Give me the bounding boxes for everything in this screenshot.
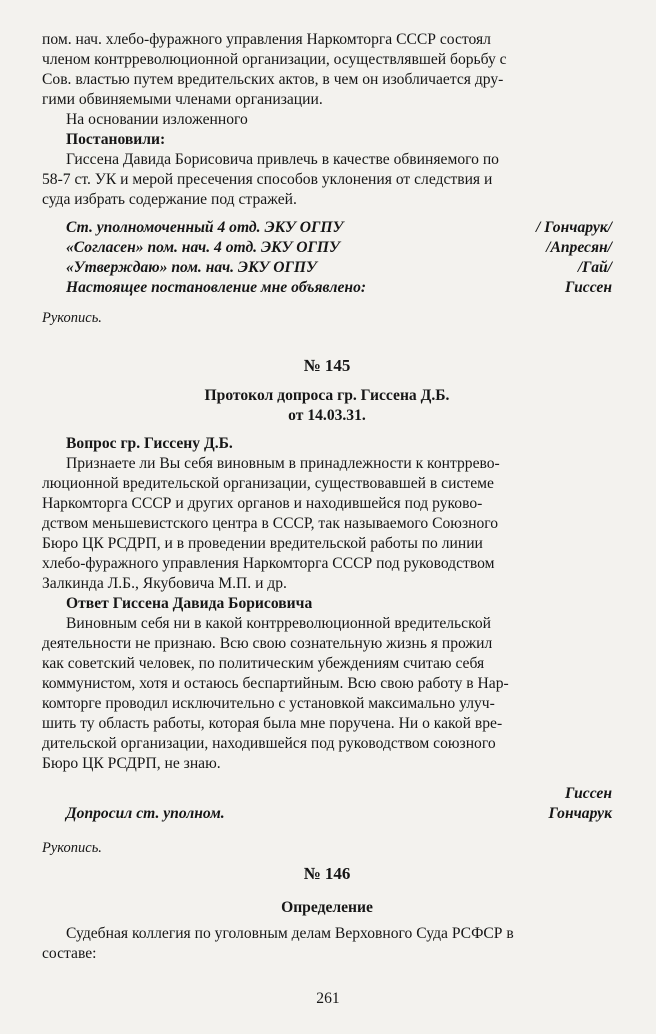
interrogator-row [42,804,612,824]
text-line: люционной вредительской организации, существовавшей в системе [42,475,494,492]
text-line: гими обвиняемыми членами организации. [42,91,323,108]
signature-name: /Гай/ [577,259,612,276]
signature-row [42,258,612,278]
signature-title: Ст. уполномоченный 4 отд. ЭКУ ОГПУ [66,219,344,236]
signature-row [42,238,612,258]
text-line: дством меньшевистского центра в СССР, так называемого Союзного [42,515,499,532]
signature-name: Гиссен [564,279,612,296]
signature-name: Гиссен [564,785,612,802]
handwritten-note: Рукопись. [42,310,102,326]
page-number: 261 [316,990,340,1007]
resolved-heading: Постановили: [66,131,166,148]
text-line: составе: [42,945,97,962]
text-line: суда избрать содержание под стражей. [42,191,297,208]
signature-name: / Гончарук/ [535,219,612,236]
signature-row [42,218,612,238]
text-line: Признаете ли Вы себя виновным в принадлежности к контррево- [66,455,500,472]
text-line: Бюро ЦК РСДРП, и в проведении вредительской работы по линии [42,535,483,552]
text-line: как советский человек, по политическим убеждениям считаю себя [42,655,485,672]
signature-block [42,218,612,298]
text-line: пом. нач. хлебо-фуражного управления Наркомторга СССР состоял [42,31,491,48]
text-line: деятельности не признаю. Всю свою сознательную жизнь я прожил [42,635,493,652]
text-line: шить ту область работы, которая была мне поручена. Ни о какой вре- [42,715,503,732]
signature-name: /Апресян/ [546,239,612,256]
text-line: членом контрреволюционной организации, осуществлявшей борьбу с [42,51,507,68]
text-line: Бюро ЦК РСДРП, не знаю. [42,755,221,772]
document-title: Протокол допроса гр. Гиссена Д.Б. [204,387,450,404]
signature-title: «Согласен» пом. нач. 4 отд. ЭКУ ОГПУ [66,239,340,256]
intro-paragraph [42,30,612,110]
text-line: Сов. властью путем вредительских актов, в чем он изобличается дру- [42,71,504,88]
handwritten-note: Рукопись. [42,840,102,856]
signature-row [42,278,612,298]
answer-paragraph [42,614,612,774]
page-content [42,30,612,964]
document-title: Определение [281,899,373,916]
text-line: комторге проводил исключительно с установкой максимально улуч- [42,695,495,712]
text-line: 58-7 ст. УК и мерой пресечения способов уклонения от следствия и [42,171,493,188]
interrogator-title: Допросил ст. уполном. [66,805,225,822]
signature-title: Настоящее постановление мне объявлено: [66,279,367,296]
text-line: Виновным себя ни в какой контрреволюционной вредительской [66,615,491,632]
signature-title: «Утверждаю» пом. нач. ЭКУ ОГПУ [66,259,317,276]
text-line: дительской организации, находившейся под руководством союзного [42,735,496,752]
document-number: № 145 [303,356,351,375]
text-line: Наркомторга СССР и других органов и находившейся под руково- [42,495,483,512]
basis-line: На основании изложенного [66,111,248,128]
text-line: Залкинда Л.Б., Якубовича М.П. и др. [42,575,287,592]
resolution-paragraph [42,150,612,210]
interrogator-name: Гончарук [548,805,612,822]
question-heading: Вопрос гр. Гиссену Д.Б. [66,435,233,452]
text-line: хлебо-фуражного управления Наркомторга СССР под руководством [42,555,495,572]
text-line: Гиссена Давида Борисовича привлечь в качестве обвиняемого по [66,151,499,168]
document-number: № 146 [303,864,351,883]
answer-heading: Ответ Гиссена Давида Борисовича [66,595,313,612]
question-paragraph [42,454,612,594]
text-line: коммунистом, хотя и остаюсь беспартийным. Всю свою работу в Нар- [42,675,509,692]
text-line: Судебная коллегия по уголовным делам Верховного Суда РСФСР в [66,925,514,942]
ruling-paragraph [42,924,612,964]
document-date: от 14.03.31. [288,407,366,424]
